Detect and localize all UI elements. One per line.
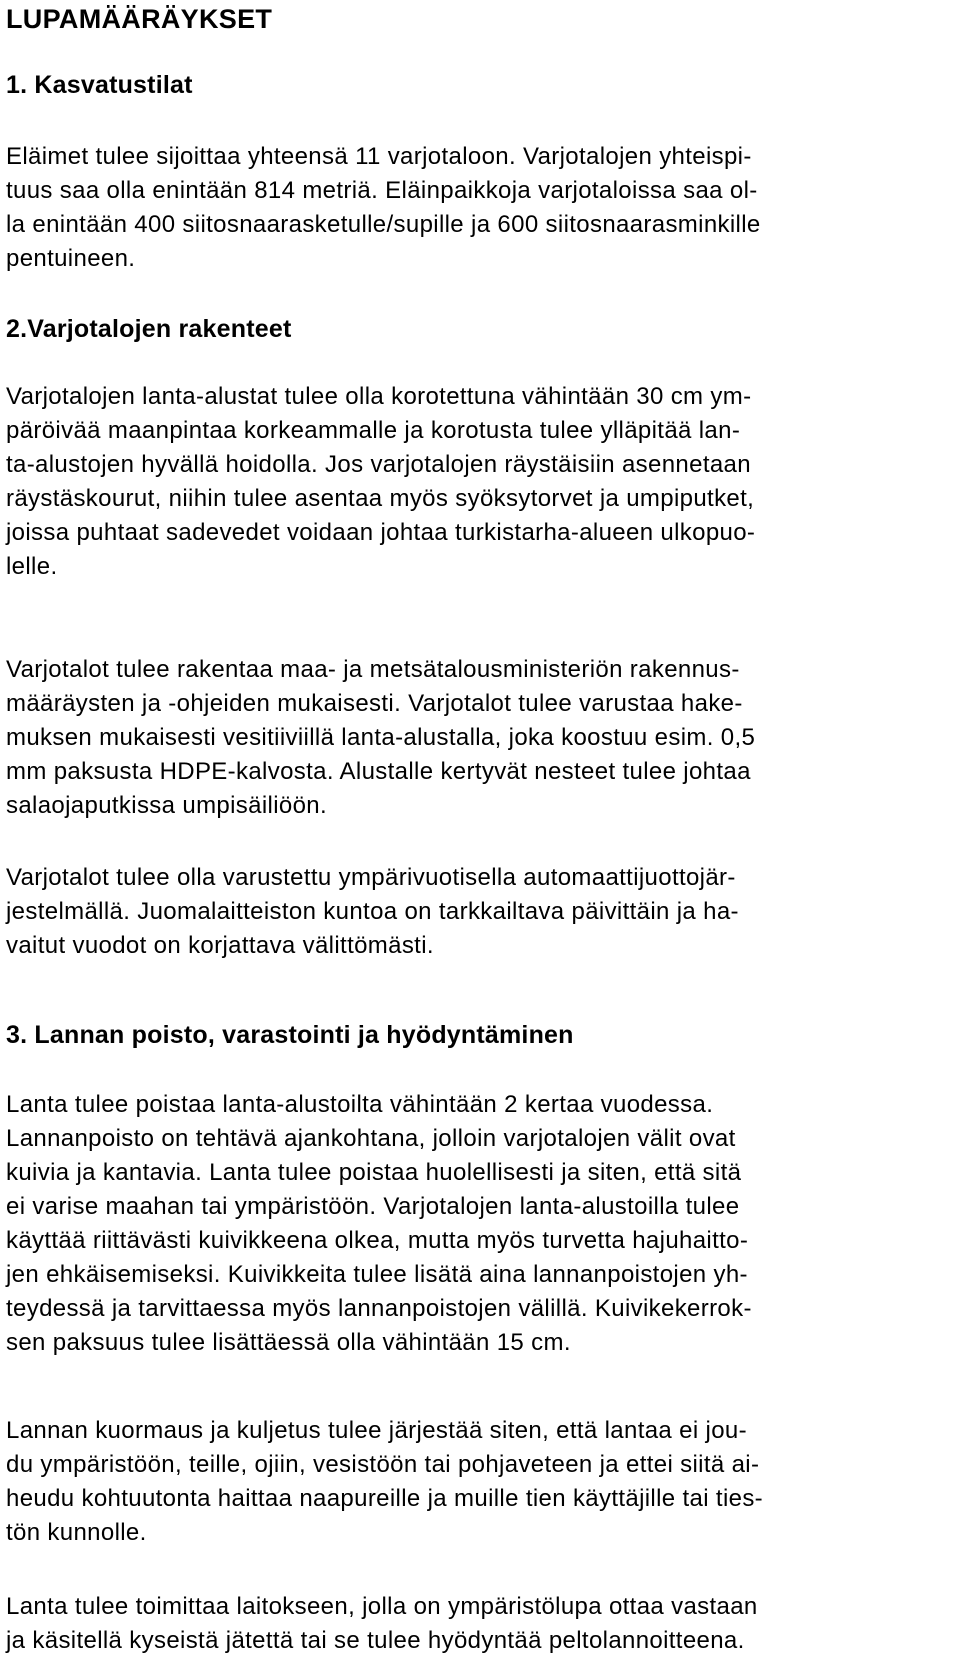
text-line: la enintään 400 siitosnaarasketulle/supille ja 600 siitosnaarasminkille	[6, 211, 761, 238]
text-line: Varjotalot tulee rakentaa maa- ja metsätalousministeriön rakennus-	[6, 656, 740, 683]
paragraph-rakentaminen	[6, 653, 755, 823]
text-line: kuivia ja kantavia. Lanta tulee poistaa huolellisesti ja siten, että sitä	[6, 1159, 742, 1186]
text-line: Lanta tulee toimittaa laitokseen, jolla on ympäristölupa ottaa vastaan	[6, 1593, 758, 1620]
text-line: Varjotalojen lanta-alustat tulee olla korotettuna vähintään 30 cm ym-	[6, 383, 752, 410]
section-heading-varjotalojen-rakenteet: 2.Varjotalojen rakenteet	[6, 315, 292, 343]
text-line: Lanta tulee poistaa lanta-alustoilta vähintään 2 kertaa vuodessa.	[6, 1091, 714, 1118]
text-line: teydessä ja tarvittaessa myös lannanpoistojen välillä. Kuivikekerrok-	[6, 1295, 752, 1322]
paragraph-lannanpoisto	[6, 1088, 752, 1360]
text-line: jen ehkäisemiseksi. Kuivikkeita tulee lisätä aina lannanpoistojen yh-	[6, 1261, 748, 1288]
text-line: lelle.	[6, 553, 58, 580]
text-line: muksen mukaisesti vesitiiviillä lanta-alustalla, joka koostuu esim. 0,5	[6, 724, 756, 751]
text-line: Lannanpoisto on tehtävä ajankohtana, jolloin varjotalojen välit ovat	[6, 1125, 736, 1152]
section-heading-kasvatustilat: 1. Kasvatustilat	[6, 71, 193, 99]
text-line: jestelmällä. Juomalaitteiston kuntoa on tarkkailtava päivittäin ja ha-	[6, 898, 739, 925]
text-line: räystäskourut, niihin tulee asentaa myös syöksytorvet ja umpiputket,	[6, 485, 755, 512]
document-title: LUPAMÄÄRÄYKSET	[6, 4, 273, 34]
text-line: ei varise maahan tai ympäristöön. Varjotalojen lanta-alustoilla tulee	[6, 1193, 740, 1220]
text-line: salaojaputkissa umpisäiliöön.	[6, 792, 327, 819]
paragraph-toimittaminen	[6, 1590, 758, 1658]
text-line: Varjotalot tulee olla varustettu ympärivuotisella automaattijuottojär-	[6, 864, 736, 891]
paragraph-juottojarjestelma	[6, 861, 739, 963]
text-line: ja käsitellä kyseistä jätettä tai se tulee hyödyntää peltolannoitteena.	[6, 1627, 745, 1654]
paragraph-kuormaus-kuljetus	[6, 1414, 763, 1550]
text-line: mm paksusta HDPE-kalvosta. Alustalle kertyvät nesteet tulee johtaa	[6, 758, 751, 785]
text-line: du ympäristöön, teille, ojiin, vesistöön tai pohjaveteen ja ettei siitä ai-	[6, 1451, 760, 1478]
text-line: pentuineen.	[6, 245, 136, 272]
text-line: Lannan kuormaus ja kuljetus tulee järjestää siten, että lantaa ei jou-	[6, 1417, 747, 1444]
paragraph-lanta-alustat	[6, 380, 755, 584]
text-line: vaitut vuodot on korjattava välittömästi.	[6, 932, 434, 959]
text-line: ta-alustojen hyvällä hoidolla. Jos varjotalojen räystäisiin asennetaan	[6, 451, 751, 478]
text-line: sen paksuus tulee lisättäessä olla vähintään 15 cm.	[6, 1329, 571, 1356]
section-heading-lannan-poisto: 3. Lannan poisto, varastointi ja hyödyntäminen	[6, 1021, 574, 1049]
text-line: tuus saa olla enintään 814 metriä. Eläinpaikkoja varjotaloissa saa ol-	[6, 177, 758, 204]
text-line: heudu kohtuutonta haittaa naapureille ja muille tien käyttäjille tai ties-	[6, 1485, 764, 1512]
paragraph-kasvatustilat	[6, 140, 761, 276]
text-line: määräysten ja -ohjeiden mukaisesti. Varjotalot tulee varustaa hake-	[6, 690, 743, 717]
text-line: tön kunnolle.	[6, 1519, 147, 1546]
text-line: Eläimet tulee sijoittaa yhteensä 11 varjotaloon. Varjotalojen yhteispi-	[6, 143, 752, 170]
text-line: joissa puhtaat sadevedet voidaan johtaa turkistarha-alueen ulkopuo-	[6, 519, 756, 546]
text-line: käyttää riittävästi kuivikkeena olkea, mutta myös turvetta hajuhaitto-	[6, 1227, 749, 1254]
text-line: päröivää maanpintaa korkeammalle ja korotusta tulee ylläpitää lan-	[6, 417, 741, 444]
